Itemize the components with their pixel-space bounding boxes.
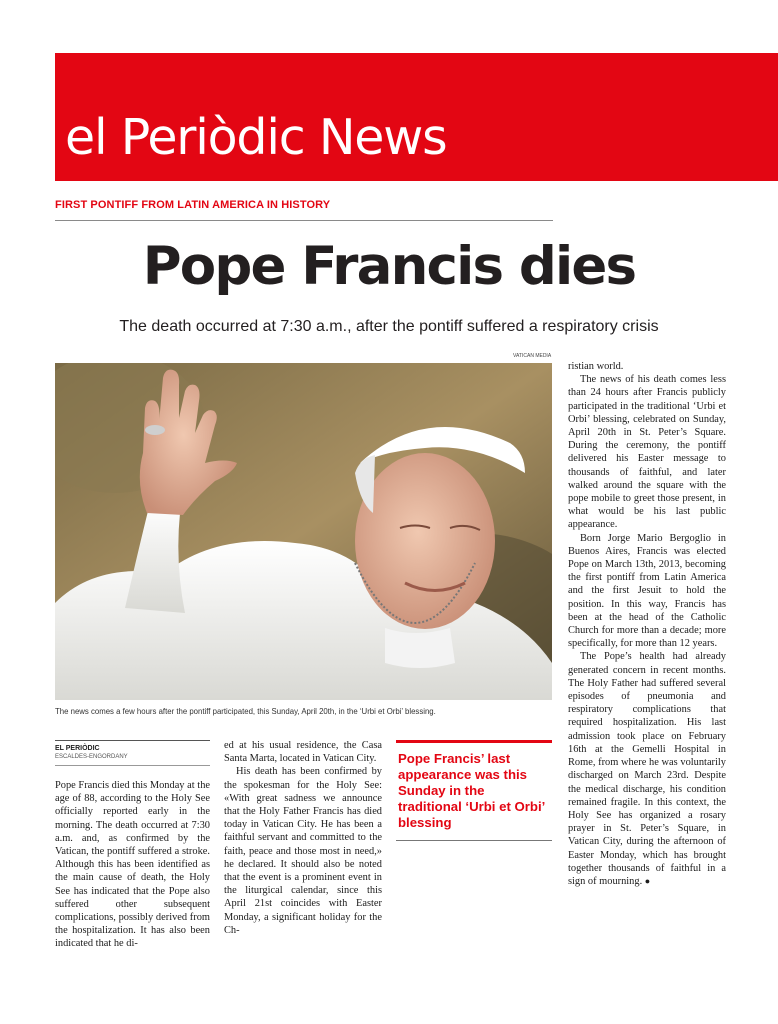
photo-caption: The news comes a few hours after the pontiff participated, this Sunday, April 20th, in the ‘Urbi et Orbi’ blessing. xyxy=(55,707,436,716)
paragraph: ed at his usual residence, the Casa Santa Marta, located in Vatican City. xyxy=(224,740,382,765)
paragraph: Born Jorge Mario Bergoglio in Buenos Aires, Francis was elected Pope on March 13th, 2013, becoming the first pontiff from Latin America and the first Jesuit to hold the position. In this way, Francis has been at the head of the Catholic Church for more than a decade; more specifically, for more than 12 years. xyxy=(568,532,726,650)
divider xyxy=(55,740,210,741)
paragraph: His death has been confirmed by the spokesman for the Holy See: «With great sadness we announce that the Holy Father Francis has died today in Vatican City. He has been a faithful servant and committed to the faith, peace and those most in need,» he declared. It should also be noted that the event is a prominent event in the liturgical calendar, since this April 21st coincides with Easter Monday, a significant holiday for the Ch- xyxy=(224,766,382,936)
paragraph xyxy=(568,650,726,888)
paragraph: ristian world. xyxy=(568,361,624,372)
divider xyxy=(396,840,552,841)
paragraph-text: The Pope’s health had already generated concern in recent months. The Holy Father had suffered several episodes of pneumonia and respiratory complications that required hospitalization. His last admission took place on February 16th at the Gemelli Hospital in Rome, from where he was voluntarily discharged on March 23rd. Despite the medical discharge, his condition remained fragile. In this context, the Holy See has organized a rosary prayer in St. Peter’s Square, in Vatican City, during the afternoon of Easter Monday, which has brought together thousands of faithful in a sign of mourning. xyxy=(568,651,726,887)
pope-photo xyxy=(55,363,552,700)
article-column-1 xyxy=(55,779,210,951)
headline: Pope Francis dies xyxy=(142,236,636,297)
article-column-3 xyxy=(568,360,726,888)
masthead-title: el Periòdic News xyxy=(65,109,447,166)
masthead xyxy=(55,53,778,181)
paragraph: Pope Francis died this Monday at the age of 88, according to the Holy See officially reported early in the morning. The death occurred at 7:30 a.m. and, as confirmed by the Vatican, the pontiff suffered a stroke. Although this has been identified as the main cause of death, the Holy See has indicated that the Pope also suffered other subsequent complications, possibly derived from the hospitalization. It has also been indicated that he di- xyxy=(55,780,210,950)
divider xyxy=(55,765,210,766)
kicker: FIRST PONTIFF FROM LATIN AMERICA IN HISTORY xyxy=(55,199,331,211)
byline-name: EL PERIÒDIC xyxy=(55,745,100,752)
end-mark-icon: ● xyxy=(644,875,651,886)
article-column-2 xyxy=(224,739,382,937)
paragraph: The news of his death comes less than 24 hours after Francis publicly participated in the traditional ‘Urbi et Orbi’ blessing, celebrated on Sunday, April 20th in St. Peter’s Square. During the ceremony, the pontiff delivered his Easter message to thousands of faithful, and later walked around the square with the pope mobile to greet those present, in what would be his last public appearance. xyxy=(568,374,726,531)
pull-quote-rule xyxy=(396,740,552,743)
pull-quote: Pope Francis’ last appearance was this Sunday in the traditional ‘Urbi et Orbi’ blessing xyxy=(398,751,545,830)
subhead: The death occurred at 7:30 a.m., after the pontiff suffered a respiratory crisis xyxy=(119,318,659,335)
divider xyxy=(55,220,553,221)
photo-credit: VATICAN MEDIA xyxy=(513,353,552,359)
byline-location: ESCALDES-ENGORDANY xyxy=(55,754,128,760)
